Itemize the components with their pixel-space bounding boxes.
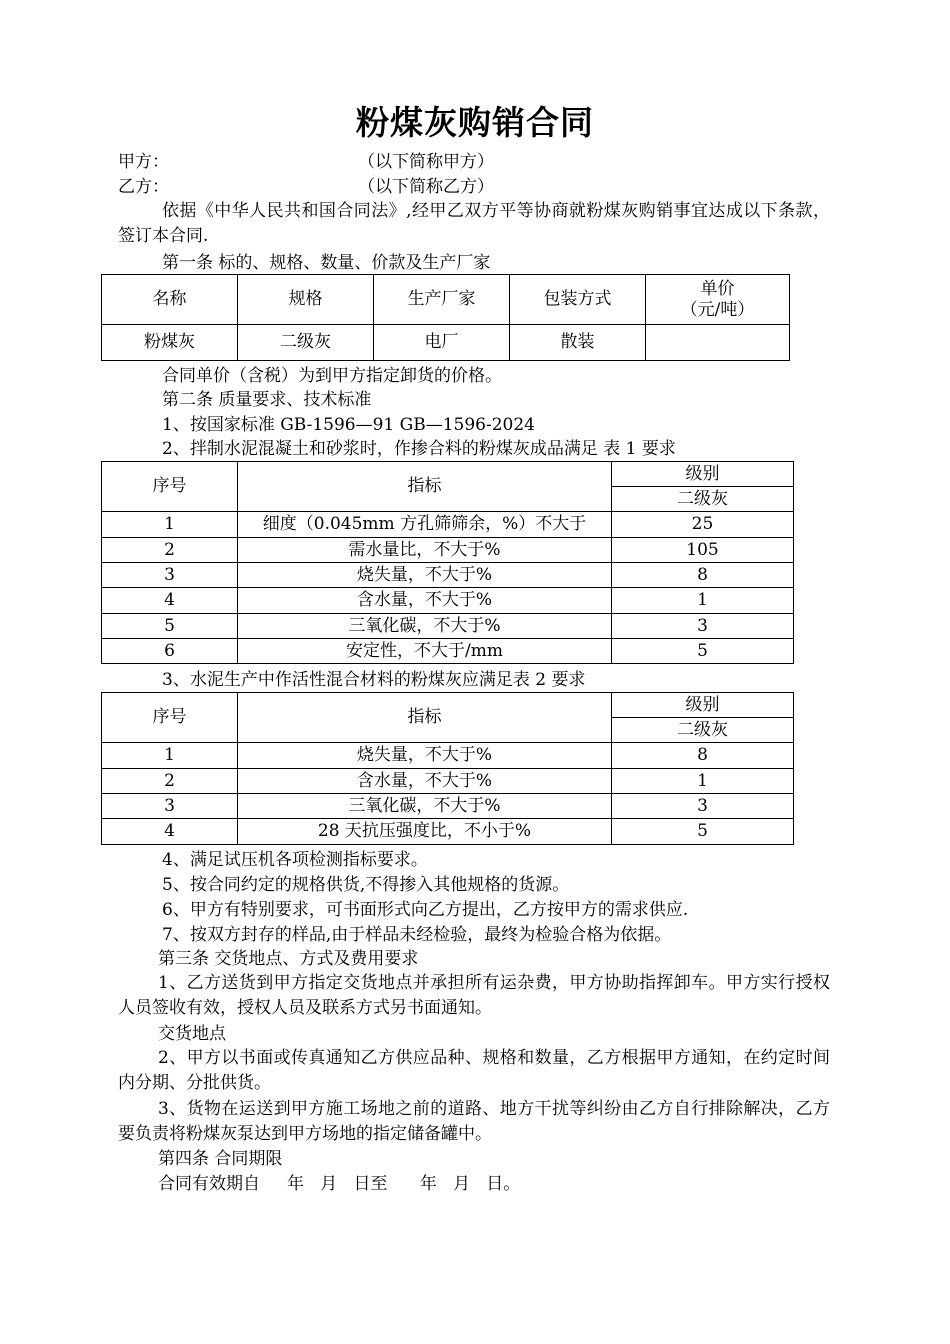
row-value: 8 bbox=[612, 743, 794, 769]
document-title: 粉煤灰购销合同 bbox=[356, 103, 594, 142]
cell-unit-price bbox=[646, 325, 790, 361]
t2-header-grade: 级别 bbox=[612, 693, 794, 718]
table-row bbox=[102, 563, 794, 588]
delivery-paragraph-3: 3、货物在运送到甲方施工场地之前的道路、地方干扰等纠纷由乙方自行排除解决，乙方要负责将粉煤灰泵达到甲方场地的指定储备罐中。 bbox=[118, 1099, 830, 1144]
row-no: 1 bbox=[102, 512, 238, 538]
unit-price-unit: （元/吨） bbox=[680, 299, 755, 320]
row-no: 3 bbox=[102, 794, 238, 819]
header-name: 名称 bbox=[102, 275, 238, 325]
quality-table-2 bbox=[101, 692, 794, 845]
header-spec: 规格 bbox=[238, 275, 374, 325]
t1-header-no: 序号 bbox=[102, 462, 238, 512]
cell-packaging: 散装 bbox=[510, 325, 646, 361]
price-note: 合同单价（含税）为到甲方指定卸货的价格。 bbox=[162, 366, 502, 386]
party-b-label: 乙方： bbox=[118, 177, 169, 197]
cell-spec: 二级灰 bbox=[238, 325, 374, 361]
header-unit-price bbox=[646, 275, 790, 325]
row-value: 1 bbox=[612, 588, 794, 614]
article-4-heading: 第四条 合同期限 bbox=[158, 1149, 283, 1169]
table-row bbox=[102, 819, 794, 845]
table-row bbox=[102, 794, 794, 819]
t2-header-index: 指标 bbox=[238, 693, 612, 743]
row-no: 5 bbox=[102, 614, 238, 639]
t1-header-subgrade: 二级灰 bbox=[612, 487, 794, 512]
row-value: 1 bbox=[612, 769, 794, 794]
row-no: 3 bbox=[102, 563, 238, 588]
header-packaging: 包装方式 bbox=[510, 275, 646, 325]
t2-header-no: 序号 bbox=[102, 693, 238, 743]
standard-item-6: 6、甲方有特别要求，可书面形式向乙方提出，乙方按甲方的需求供应. bbox=[162, 900, 689, 920]
delivery-paragraph-1: 1、乙方送货到甲方指定交货地点并承担所有运杂费，甲方协助指挥卸车。甲方实行授权人员签收有效，授权人员及联系方式另书面通知。 bbox=[118, 973, 830, 1018]
table-row bbox=[102, 743, 794, 769]
t1-header-index: 指标 bbox=[238, 462, 612, 512]
t1-header-grade: 级别 bbox=[612, 462, 794, 487]
intro-paragraph: 依据《中华人民共和国合同法》,经甲乙双方平等协商就粉煤灰购销事宜达成以下条款，签订本合同. bbox=[118, 201, 830, 246]
row-value: 3 bbox=[612, 794, 794, 819]
delivery-location: 交货地点 bbox=[158, 1024, 226, 1044]
row-no: 2 bbox=[102, 538, 238, 563]
quality-table-1 bbox=[101, 461, 794, 664]
table-row bbox=[102, 538, 794, 563]
row-index: 烧失量，不大于% bbox=[238, 743, 612, 769]
article-1-heading: 第一条 标的、规格、数量、价款及生产厂家 bbox=[162, 253, 491, 273]
article-3-heading: 第三条 交货地点、方式及费用要求 bbox=[158, 949, 419, 969]
contract-term: 合同有效期自 年 月 日至 年 月 日。 bbox=[158, 1174, 521, 1194]
row-no: 1 bbox=[102, 743, 238, 769]
row-value: 8 bbox=[612, 563, 794, 588]
table-row bbox=[102, 639, 794, 664]
row-index: 细度（0.045mm 方孔筛筛余，%）不大于 bbox=[238, 512, 612, 538]
row-value: 5 bbox=[612, 819, 794, 845]
row-index: 含水量，不大于% bbox=[238, 769, 612, 794]
row-no: 6 bbox=[102, 639, 238, 664]
cell-name: 粉煤灰 bbox=[102, 325, 238, 361]
row-index: 需水量比，不大于% bbox=[238, 538, 612, 563]
header-manufacturer: 生产厂家 bbox=[374, 275, 510, 325]
row-index: 三氧化碳，不大于% bbox=[238, 614, 612, 639]
row-value: 105 bbox=[612, 538, 794, 563]
party-a-note: （以下简称甲方） bbox=[358, 152, 494, 172]
table-row bbox=[102, 588, 794, 614]
standard-item-1: 1、按国家标准 GB-1596—91 GB—1596-2024 bbox=[162, 415, 535, 435]
standard-item-4: 4、满足试压机各项检测指标要求。 bbox=[162, 850, 428, 870]
standard-item-2: 2、拌制水泥混凝土和砂浆时，作掺合料的粉煤灰成品满足 表 1 要求 bbox=[162, 439, 676, 459]
t2-header-subgrade: 二级灰 bbox=[612, 718, 794, 743]
row-index: 安定性，不大于/mm bbox=[238, 639, 612, 664]
row-index: 烧失量，不大于% bbox=[238, 563, 612, 588]
party-b-note: （以下简称乙方） bbox=[358, 177, 494, 197]
product-table bbox=[101, 274, 790, 361]
table-row bbox=[102, 769, 794, 794]
standard-item-3: 3、水泥生产中作活性混合材料的粉煤灰应满足表 2 要求 bbox=[162, 670, 586, 690]
standard-item-5: 5、按合同约定的规格供货,不得掺入其他规格的货源。 bbox=[162, 875, 570, 895]
table-row bbox=[102, 512, 794, 538]
row-no: 2 bbox=[102, 769, 238, 794]
row-no: 4 bbox=[102, 588, 238, 614]
row-value: 25 bbox=[612, 512, 794, 538]
unit-price-label: 单价 bbox=[700, 278, 735, 299]
standard-item-7: 7、按双方封存的样品,由于样品未经检验，最终为检验合格为依据。 bbox=[162, 925, 672, 945]
table-row bbox=[102, 614, 794, 639]
row-index: 含水量，不大于% bbox=[238, 588, 612, 614]
row-no: 4 bbox=[102, 819, 238, 845]
row-index: 三氧化碳，不大于% bbox=[238, 794, 612, 819]
cell-manufacturer: 电厂 bbox=[374, 325, 510, 361]
article-2-heading: 第二条 质量要求、技术标准 bbox=[162, 390, 372, 410]
row-value: 5 bbox=[612, 639, 794, 664]
party-a-label: 甲方： bbox=[118, 152, 169, 172]
row-value: 3 bbox=[612, 614, 794, 639]
row-index: 28 天抗压强度比，不小于% bbox=[238, 819, 612, 845]
delivery-paragraph-2: 2、甲方以书面或传真通知乙方供应品种、规格和数量，乙方根据甲方通知，在约定时间内分期、分批供货。 bbox=[118, 1048, 830, 1093]
